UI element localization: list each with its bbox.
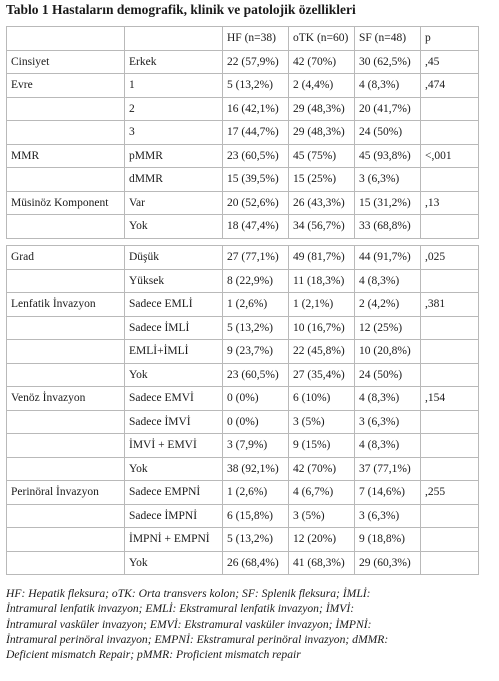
table-cell bbox=[421, 215, 479, 239]
table-row bbox=[7, 74, 479, 98]
table-cell: 9 (23,7%) bbox=[223, 340, 289, 364]
table-cell: 10 (20,8%) bbox=[355, 340, 421, 364]
table-cell: 16 (42,1%) bbox=[223, 97, 289, 121]
table-cell: 26 (43,3%) bbox=[289, 191, 355, 215]
table-cell bbox=[7, 97, 125, 121]
table-row bbox=[7, 410, 479, 434]
table-cell bbox=[7, 504, 125, 528]
table-row bbox=[7, 121, 479, 145]
table-cell: 44 (91,7%) bbox=[355, 246, 421, 270]
table-cell: 3 (6,3%) bbox=[355, 410, 421, 434]
table-cell: Venöz İnvazyon bbox=[7, 387, 125, 411]
table-cell: 1 bbox=[125, 74, 223, 98]
table-cell: 23 (60,5%) bbox=[223, 363, 289, 387]
table-cell: Evre bbox=[7, 74, 125, 98]
table-cell: 2 (4,4%) bbox=[289, 74, 355, 98]
table-cell: 5 (13,2%) bbox=[223, 316, 289, 340]
header-cell: HF (n=38) bbox=[223, 27, 289, 51]
table-row bbox=[7, 246, 479, 270]
table-title: Tablo 1 Hastaların demografik, klinik ve patolojik özellikleri bbox=[6, 2, 356, 17]
table-cell: 9 (15%) bbox=[289, 434, 355, 458]
table-row bbox=[7, 316, 479, 340]
table-cell: 4 (8,3%) bbox=[355, 74, 421, 98]
table-cell: 4 (8,3%) bbox=[355, 269, 421, 293]
table-cell: Sadece İMPNİ bbox=[125, 504, 223, 528]
table-cell bbox=[421, 528, 479, 552]
table-cell: 49 (81,7%) bbox=[289, 246, 355, 270]
table-cell: 30 (62,5%) bbox=[355, 50, 421, 74]
table-cell: 45 (75%) bbox=[289, 144, 355, 168]
table-row bbox=[7, 340, 479, 364]
header-cell bbox=[125, 27, 223, 51]
footnote-line: Deficient mismatch Repair; pMMR: Proficient mismatch repair bbox=[6, 648, 301, 662]
table-cell: Sadece İMLİ bbox=[125, 316, 223, 340]
table-cell: 24 (50%) bbox=[355, 121, 421, 145]
table-cell: MMR bbox=[7, 144, 125, 168]
footnote-line: İntramural vasküler invazyon; EMVİ: Ekstramural vasküler invazyon; İMPNİ: bbox=[6, 617, 372, 631]
table-cell: ,381 bbox=[421, 293, 479, 317]
table-cell: Yok bbox=[125, 551, 223, 575]
table-cell: 29 (48,3%) bbox=[289, 121, 355, 145]
table-cell: Sadece EMPNİ bbox=[125, 481, 223, 505]
table-cell: 42 (70%) bbox=[289, 50, 355, 74]
table-cell: 2 (4,2%) bbox=[355, 293, 421, 317]
table-cell: 15 (31,2%) bbox=[355, 191, 421, 215]
table-cell: 5 (13,2%) bbox=[223, 528, 289, 552]
table-cell bbox=[421, 504, 479, 528]
table-row bbox=[7, 168, 479, 192]
table-cell: 17 (44,7%) bbox=[223, 121, 289, 145]
table-cell: 9 (18,8%) bbox=[355, 528, 421, 552]
table-cell bbox=[7, 457, 125, 481]
table-cell: İMVİ + EMVİ bbox=[125, 434, 223, 458]
table-cell: 33 (68,8%) bbox=[355, 215, 421, 239]
table-cell: 12 (25%) bbox=[355, 316, 421, 340]
table-cell bbox=[7, 551, 125, 575]
table-cell: 20 (41,7%) bbox=[355, 97, 421, 121]
table-row bbox=[7, 269, 479, 293]
table-cell: Sadece EMLİ bbox=[125, 293, 223, 317]
table-cell bbox=[7, 340, 125, 364]
table-cell: 26 (68,4%) bbox=[223, 551, 289, 575]
table-cell: dMMR bbox=[125, 168, 223, 192]
table-cell bbox=[7, 316, 125, 340]
table-row bbox=[7, 434, 479, 458]
header-cell bbox=[7, 27, 125, 51]
footnote-line: İntramural perinöral invazyon; EMPNİ: Ekstramural perinöral invazyon; dMMR: bbox=[6, 632, 389, 646]
table-cell: Var bbox=[125, 191, 223, 215]
table-cell bbox=[7, 168, 125, 192]
table-cell: 3 bbox=[125, 121, 223, 145]
table-row bbox=[7, 481, 479, 505]
table-cell bbox=[421, 363, 479, 387]
table-cell: 18 (47,4%) bbox=[223, 215, 289, 239]
table-cell: ,474 bbox=[421, 74, 479, 98]
table-cell: 22 (57,9%) bbox=[223, 50, 289, 74]
table-row bbox=[7, 215, 479, 239]
table-cell: 3 (6,3%) bbox=[355, 504, 421, 528]
table-cell: 8 (22,9%) bbox=[223, 269, 289, 293]
table-cell bbox=[421, 551, 479, 575]
table-cell bbox=[7, 410, 125, 434]
table-row bbox=[7, 144, 479, 168]
table-cell: 6 (10%) bbox=[289, 387, 355, 411]
table-cell: 4 (8,3%) bbox=[355, 387, 421, 411]
table-cell: Yok bbox=[125, 363, 223, 387]
table-cell bbox=[7, 215, 125, 239]
table-header-row bbox=[7, 27, 479, 51]
table-cell: Cinsiyet bbox=[7, 50, 125, 74]
table-cell: Müsinöz Komponent bbox=[7, 191, 125, 215]
table-cell: Erkek bbox=[125, 50, 223, 74]
table-cell: Yüksek bbox=[125, 269, 223, 293]
table-cell: ,13 bbox=[421, 191, 479, 215]
table-cell: 41 (68,3%) bbox=[289, 551, 355, 575]
table-cell: 22 (45,8%) bbox=[289, 340, 355, 364]
table-cell: 45 (93,8%) bbox=[355, 144, 421, 168]
table-row bbox=[7, 363, 479, 387]
table-cell: 42 (70%) bbox=[289, 457, 355, 481]
table-cell bbox=[421, 121, 479, 145]
table-cell bbox=[421, 269, 479, 293]
table-cell: 27 (35,4%) bbox=[289, 363, 355, 387]
table-cell bbox=[7, 121, 125, 145]
table-cell: 38 (92,1%) bbox=[223, 457, 289, 481]
table-cell: EMLİ+İMLİ bbox=[125, 340, 223, 364]
table-row bbox=[7, 50, 479, 74]
table-cell: 12 (20%) bbox=[289, 528, 355, 552]
table-footnote bbox=[6, 586, 496, 662]
table-cell bbox=[421, 340, 479, 364]
table-cell bbox=[421, 316, 479, 340]
table-cell: 0 (0%) bbox=[223, 387, 289, 411]
table-row bbox=[7, 191, 479, 215]
table-cell: 29 (60,3%) bbox=[355, 551, 421, 575]
table-cell: Sadece EMVİ bbox=[125, 387, 223, 411]
table-cell: 2 bbox=[125, 97, 223, 121]
table-cell: 23 (60,5%) bbox=[223, 144, 289, 168]
table-cell: 3 (5%) bbox=[289, 504, 355, 528]
table-row bbox=[7, 293, 479, 317]
table-row bbox=[7, 504, 479, 528]
table-cell bbox=[421, 97, 479, 121]
table-cell bbox=[421, 457, 479, 481]
table-cell: ,025 bbox=[421, 246, 479, 270]
table-cell: 10 (16,7%) bbox=[289, 316, 355, 340]
table-cell: 15 (39,5%) bbox=[223, 168, 289, 192]
table-row bbox=[7, 457, 479, 481]
table-cell: pMMR bbox=[125, 144, 223, 168]
table-cell: 37 (77,1%) bbox=[355, 457, 421, 481]
table-cell: Yok bbox=[125, 457, 223, 481]
header-cell: oTK (n=60) bbox=[289, 27, 355, 51]
table-cell: 15 (25%) bbox=[289, 168, 355, 192]
table-cell: 34 (56,7%) bbox=[289, 215, 355, 239]
table-cell: İMPNİ + EMPNİ bbox=[125, 528, 223, 552]
table-cell: ,154 bbox=[421, 387, 479, 411]
table-cell: 27 (77,1%) bbox=[223, 246, 289, 270]
table-cell: 1 (2,6%) bbox=[223, 293, 289, 317]
table-cell bbox=[7, 528, 125, 552]
table-cell: Grad bbox=[7, 246, 125, 270]
table-cell: Sadece İMVİ bbox=[125, 410, 223, 434]
footnote-line: İntramural lenfatik invazyon; EMLİ: Ekstramural lenfatik invazyon; İMVİ: bbox=[6, 602, 355, 616]
table-cell: 5 (13,2%) bbox=[223, 74, 289, 98]
table-cell: 6 (15,8%) bbox=[223, 504, 289, 528]
patient-characteristics-table-bottom bbox=[6, 245, 479, 575]
table-cell: 0 (0%) bbox=[223, 410, 289, 434]
table-cell bbox=[7, 269, 125, 293]
table-cell: <,001 bbox=[421, 144, 479, 168]
table-cell bbox=[7, 363, 125, 387]
table-row bbox=[7, 387, 479, 411]
table-cell: 3 (5%) bbox=[289, 410, 355, 434]
table-row bbox=[7, 528, 479, 552]
table-cell bbox=[7, 434, 125, 458]
table-cell: Yok bbox=[125, 215, 223, 239]
table-row bbox=[7, 97, 479, 121]
table-cell: 4 (6,7%) bbox=[289, 481, 355, 505]
header-cell: p bbox=[421, 27, 479, 51]
table-cell: Perinöral İnvazyon bbox=[7, 481, 125, 505]
patient-characteristics-table-top bbox=[6, 26, 479, 239]
table-cell: Lenfatik İnvazyon bbox=[7, 293, 125, 317]
table-cell: 4 (8,3%) bbox=[355, 434, 421, 458]
table-cell: 11 (18,3%) bbox=[289, 269, 355, 293]
table-cell: 7 (14,6%) bbox=[355, 481, 421, 505]
table-cell: 1 (2,1%) bbox=[289, 293, 355, 317]
table-cell bbox=[421, 434, 479, 458]
table-cell: ,255 bbox=[421, 481, 479, 505]
table-cell: 29 (48,3%) bbox=[289, 97, 355, 121]
table-cell: 3 (7,9%) bbox=[223, 434, 289, 458]
footnote-line: HF: Hepatik fleksura; oTK: Orta transvers kolon; SF: Splenik fleksura; İMLİ: bbox=[6, 587, 371, 600]
table-cell: Düşük bbox=[125, 246, 223, 270]
table-cell: 20 (52,6%) bbox=[223, 191, 289, 215]
table-cell bbox=[421, 168, 479, 192]
table-cell: ,45 bbox=[421, 50, 479, 74]
table-cell: 24 (50%) bbox=[355, 363, 421, 387]
table-cell: 3 (6,3%) bbox=[355, 168, 421, 192]
table-row bbox=[7, 551, 479, 575]
table-cell: 1 (2,6%) bbox=[223, 481, 289, 505]
table-cell bbox=[421, 410, 479, 434]
header-cell: SF (n=48) bbox=[355, 27, 421, 51]
